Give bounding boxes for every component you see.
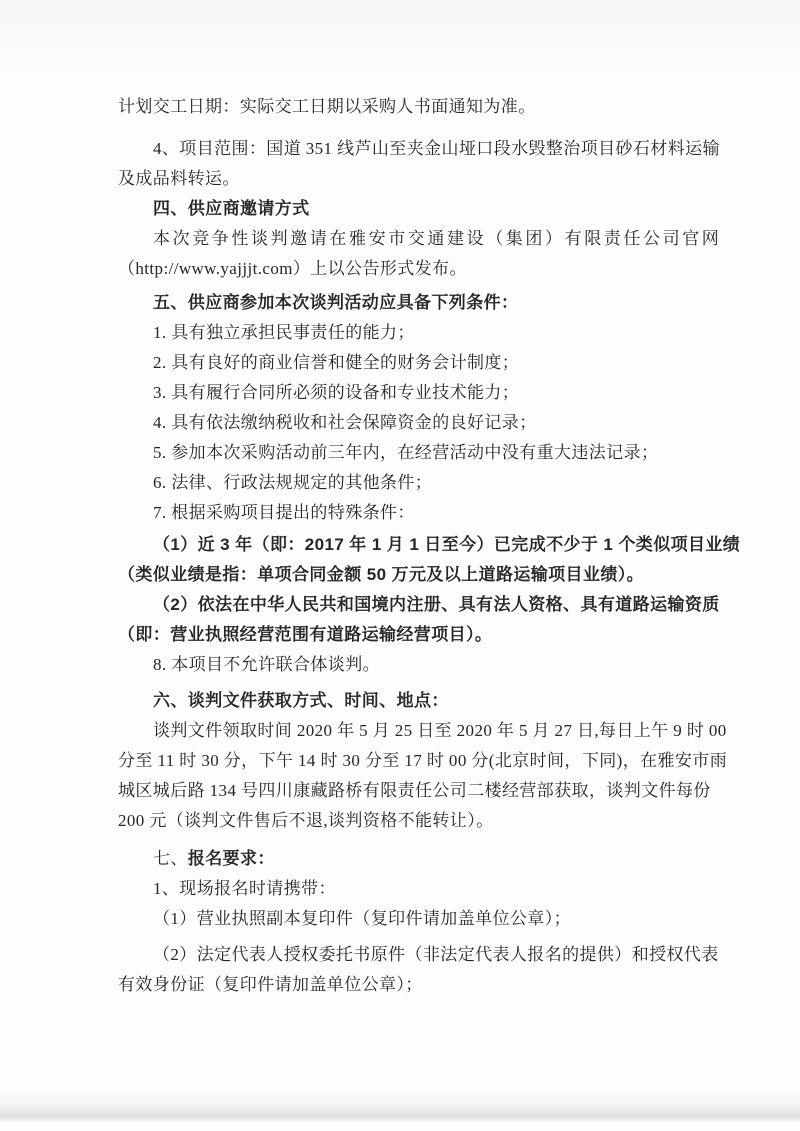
doc-line-text: （类似业绩是指：单项合同金额 50 万元及以上道路运输项目业绩）。: [118, 565, 645, 584]
section-heading: [118, 194, 704, 224]
doc-line-text: 4. 具有依法缴纳税收和社会保障资金的良好记录；: [153, 413, 537, 432]
doc-line-text: （1）营业执照副本复印件（复印件请加盖单位公章）；: [153, 909, 571, 928]
doc-line: [118, 134, 720, 164]
doc-line-prefix: 七、: [153, 849, 188, 868]
doc-line: [118, 746, 728, 776]
doc-line-text: 分至 11 时 30 分，下午 14 时 30 分至 17 时 00 分(北京时间，下同)，在雅安市雨: [118, 751, 728, 770]
doc-line: [118, 224, 722, 254]
doc-line-text: 城区城后路 134 号四川康藏路桥有限责任公司二楼经营部获取，谈判文件每份: [118, 781, 711, 800]
doc-line-text: 计划交工日期：实际交工日期以采购人书面通知为准。: [118, 97, 536, 116]
doc-line: [118, 620, 704, 650]
doc-line-text: 四、供应商邀请方式: [153, 199, 310, 218]
scan-bottom-shadow: [0, 1090, 800, 1122]
doc-line-text: （2）法定代表人授权委托书原件（非法定代表人报名的提供）和授权代表: [153, 945, 719, 964]
doc-line: [118, 530, 741, 560]
doc-line-text: 2. 具有良好的商业信誉和健全的财务会计制度；: [153, 353, 520, 372]
doc-line-text: 有效身份证（复印件请加盖单位公章）；: [118, 975, 423, 994]
doc-line: [118, 254, 704, 284]
section-heading: [118, 288, 704, 318]
doc-line-text: 1. 具有独立承担民事责任的能力；: [153, 323, 415, 342]
doc-line-text: 谈判文件领取时间 2020 年 5 月 25 日至 2020 年 5 月 27 日,每日上午 9 时 00: [153, 721, 727, 740]
doc-line: [118, 716, 727, 746]
doc-line: [118, 164, 704, 194]
doc-line: [118, 776, 711, 806]
doc-line-text: 4、项目范围：国道 351 线芦山至夹金山垭口段水毁整治项目砂石材料运输: [153, 139, 720, 158]
section-heading: [118, 686, 704, 716]
doc-line-text: 本次竞争性谈判邀请在雅安市交通建设（集团）有限责任公司官网: [153, 229, 722, 248]
doc-line-text: 6. 法律、行政法规规定的其他条件；: [153, 473, 433, 492]
doc-line-text: 5. 参加本次采购活动前三年内，在经营活动中没有重大违法记录；: [153, 443, 659, 462]
doc-line: [118, 650, 704, 680]
doc-line: [118, 378, 704, 408]
doc-line: [118, 560, 704, 590]
doc-line: [118, 468, 704, 498]
doc-line: [118, 348, 704, 378]
section-heading: [118, 844, 704, 874]
doc-line: [118, 590, 720, 620]
doc-line-text: 1、现场报名时请携带：: [153, 879, 336, 898]
doc-line: [118, 438, 704, 468]
doc-line-text: 3. 具有履行合同所必须的设备和专业技术能力；: [153, 383, 520, 402]
doc-line-text: 六、谈判文件获取方式、时间、地点：: [153, 691, 449, 710]
doc-line: [118, 970, 704, 1000]
doc-line: [118, 940, 719, 970]
doc-line: [118, 318, 704, 348]
doc-line-text: （1）近 3 年（即：2017 年 1 月 1 日至今）已完成不少于 1 个类似项目业绩: [153, 535, 741, 554]
doc-line: [118, 806, 704, 836]
doc-line-text: 及成品料转运。: [118, 169, 240, 188]
doc-line-text: 8. 本项目不允许联合体谈判。: [153, 655, 380, 674]
scan-top-shading: [0, 0, 800, 80]
doc-line-text: 200 元（谈判文件售后不退,谈判资格不能转让）。: [118, 811, 494, 830]
doc-line: [118, 408, 704, 438]
doc-line: [118, 498, 704, 528]
document-content: [118, 92, 741, 1000]
doc-line-text: （即：营业执照经营范围有道路运输经营项目）。: [118, 625, 493, 644]
doc-line-text: （http://www.yajjjt.com）上以公告形式发布。: [118, 259, 467, 278]
doc-line-text: 五、供应商参加本次谈判活动应具备下列条件：: [153, 293, 519, 312]
doc-line: [118, 904, 704, 934]
doc-line: [118, 874, 704, 904]
doc-line: [118, 92, 704, 122]
doc-line-text: 7. 根据采购项目提出的特殊条件：: [153, 503, 415, 522]
doc-line-text: （2）依法在中华人民共和国境内注册、具有法人资格、具有道路运输资质: [153, 595, 720, 614]
doc-line-text: 报名要求：: [187, 849, 275, 868]
